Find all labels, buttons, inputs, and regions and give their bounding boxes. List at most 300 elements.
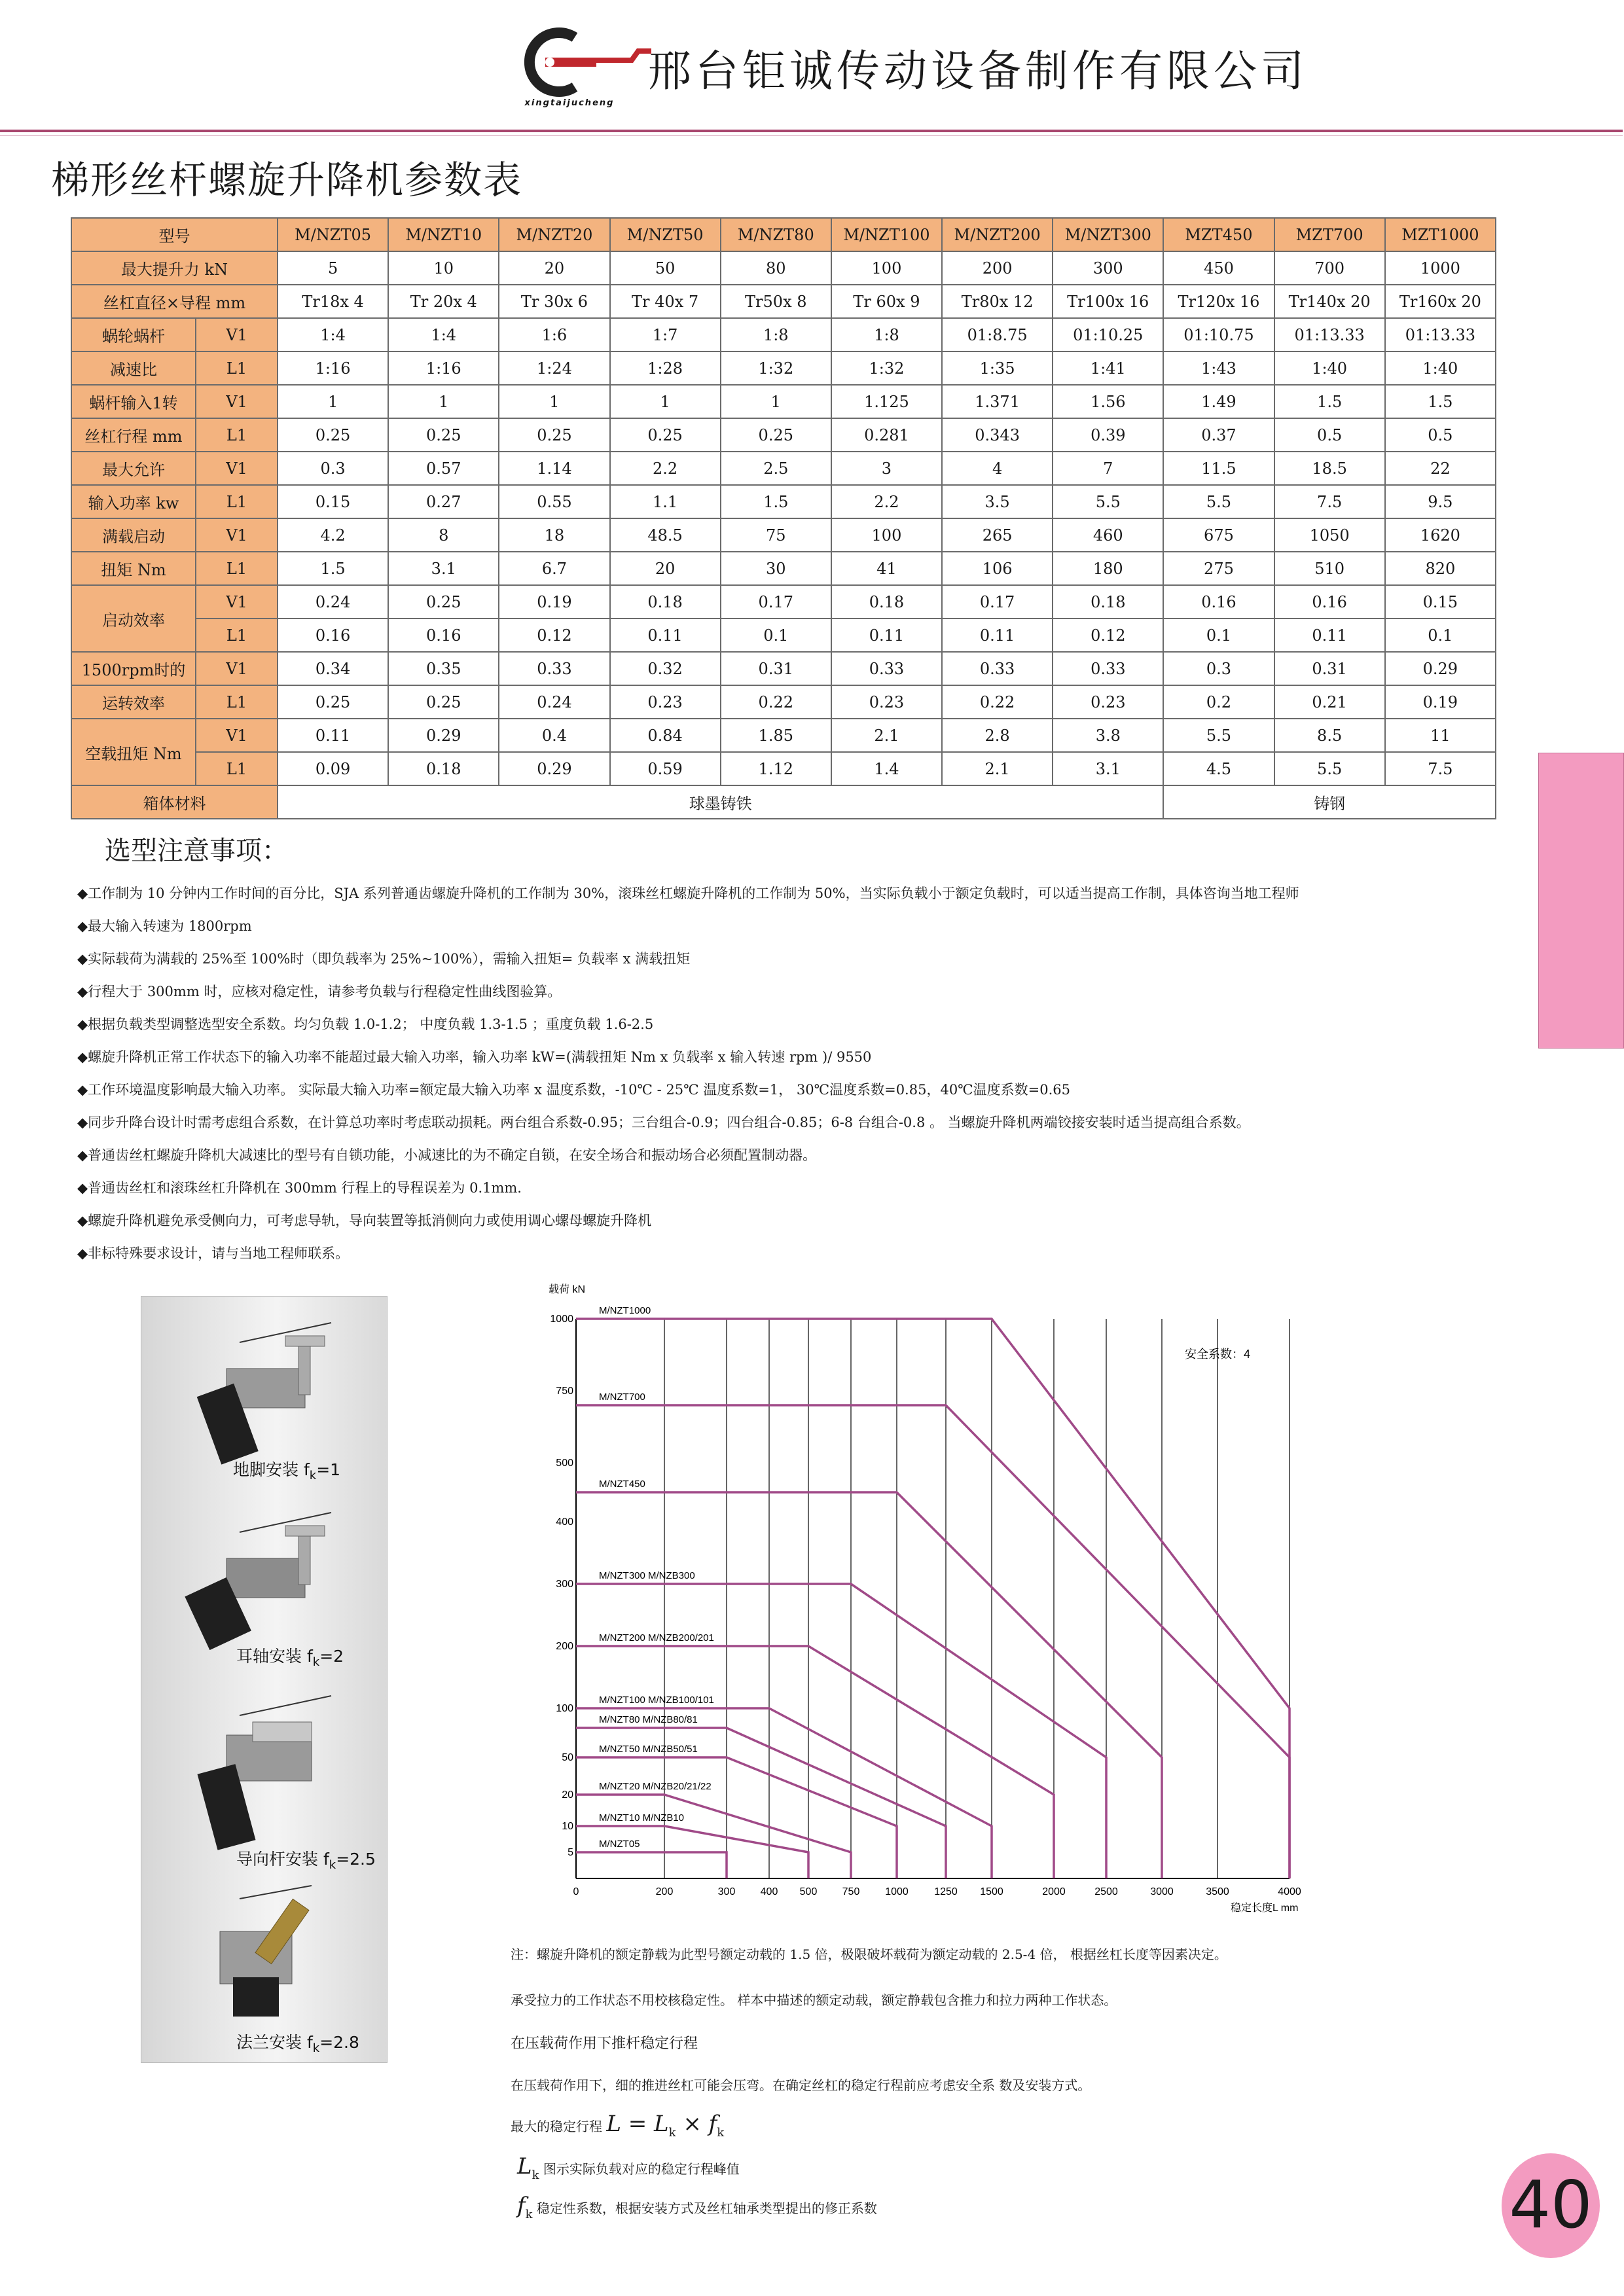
table-row <box>71 685 1496 719</box>
table-cell: 1:8 <box>721 318 831 351</box>
sub-label: L1 <box>196 418 278 452</box>
x-tick-label: 3000 <box>1150 1886 1174 1897</box>
table-cell: 1.49 <box>1163 385 1274 418</box>
chart-note-3: 在压载荷作用下推杆稳定行程 <box>511 2036 698 2052</box>
table-cell: 3.1 <box>1053 752 1163 785</box>
table-cell: Tr160x 20 <box>1385 285 1496 318</box>
table-cell: Tr120x 16 <box>1163 285 1274 318</box>
table-cell: 4.2 <box>278 518 388 552</box>
table-row <box>71 251 1496 285</box>
sub-label: V1 <box>196 318 278 351</box>
table-cell: 200 <box>942 251 1053 285</box>
series-label: M/NZT700 <box>599 1391 645 1403</box>
table-cell: 0.09 <box>278 752 388 785</box>
y-tick-label: 1000 <box>550 1314 573 1325</box>
table-row <box>71 351 1496 385</box>
table-cell: 0.1 <box>721 619 831 652</box>
table-row <box>71 418 1496 452</box>
series-label: M/NZT80 M/NZB80/81 <box>599 1714 698 1725</box>
table-cell: 0.29 <box>499 752 609 785</box>
table-cell: 0.25 <box>499 418 609 452</box>
table-cell: 0.3 <box>1163 652 1274 685</box>
table-cell: 1.125 <box>831 385 942 418</box>
table-cell: 0.24 <box>278 585 388 619</box>
table-cell: 0.23 <box>831 685 942 719</box>
table-row <box>71 318 1496 351</box>
table-cell: 1:16 <box>388 351 499 385</box>
sub-label: L1 <box>196 619 278 652</box>
x-tick-label: 4000 <box>1278 1886 1301 1897</box>
group-label: 扭矩 Nm <box>71 552 196 585</box>
table-cell: 22 <box>1385 452 1496 485</box>
table-cell: 0.25 <box>278 418 388 452</box>
table-cell: 0.2 <box>1163 685 1274 719</box>
series-label: M/NZT50 M/NZB50/51 <box>599 1744 698 1755</box>
sub-label: V1 <box>196 652 278 685</box>
table-cell: 1:41 <box>1053 351 1163 385</box>
material-cell: 铸钢 <box>1163 785 1496 819</box>
group-label: 丝杠行程 mm <box>71 418 196 452</box>
parameter-table <box>71 217 1496 819</box>
table-cell: 0.59 <box>610 752 721 785</box>
table-cell: 01:10.75 <box>1163 318 1274 351</box>
table-cell: 180 <box>1053 552 1163 585</box>
series-line <box>576 1795 851 1878</box>
chart-note-7: $f_k$ 稳定性系数，根据安装方式及丝杠轴承类型提出的修正系数 <box>517 2193 877 2221</box>
sub-label: V1 <box>196 719 278 752</box>
note-item: ◆非标特殊要求设计，请与当地工程师联系。 <box>77 1246 350 1261</box>
table-cell: 1.5 <box>1385 385 1496 418</box>
table-cell: 0.16 <box>388 619 499 652</box>
table-cell: 1.5 <box>1274 385 1385 418</box>
table-cell: 0.11 <box>610 619 721 652</box>
table-cell: 1:40 <box>1385 351 1496 385</box>
table-cell: 0.37 <box>1163 418 1274 452</box>
series-label: M/NZT20 M/NZB20/21/22 <box>599 1781 712 1792</box>
table-cell: 0.34 <box>278 652 388 685</box>
table-cell: 1:16 <box>278 351 388 385</box>
table-cell: 106 <box>942 552 1053 585</box>
model-header-cell: M/NZT200 <box>942 218 1053 251</box>
table-cell: 3.8 <box>1053 719 1163 752</box>
table-row <box>71 385 1496 418</box>
table-cell: 0.18 <box>388 752 499 785</box>
series-line <box>576 1584 1106 1878</box>
table-cell: 1:4 <box>278 318 388 351</box>
table-cell: Tr100x 16 <box>1053 285 1163 318</box>
table-cell: 1:6 <box>499 318 609 351</box>
table-cell: 0.16 <box>1274 585 1385 619</box>
table-cell: 80 <box>721 251 831 285</box>
chart-note-2: 承受拉力的工作状态不用校核稳定性。 样本中描述的额定动载，额定静载包含推力和拉力两种工作状态。 <box>511 1992 1117 2008</box>
table-cell: 0.343 <box>942 418 1053 452</box>
table-cell: 0.18 <box>1053 585 1163 619</box>
group-label: 减速比 <box>71 351 196 385</box>
table-cell: 0.22 <box>721 685 831 719</box>
company-logo <box>519 23 598 101</box>
table-cell: 0.33 <box>1053 652 1163 685</box>
series-label: M/NZT300 M/NZB300 <box>599 1570 695 1581</box>
x-tick-label: 500 <box>799 1886 818 1897</box>
table-row <box>71 552 1496 585</box>
model-header-cell: M/NZT10 <box>388 218 499 251</box>
series-label: M/NZT100 M/NZB100/101 <box>599 1695 714 1706</box>
note-item: ◆根据负载类型调整选型安全系数。均匀负载 1.0-1.2； 中度负载 1.3-1.5 ；重度负载 1.6-2.5 <box>77 1016 654 1032</box>
model-header-cell: M/NZT20 <box>499 218 609 251</box>
series-label: M/NZT200 M/NZB200/201 <box>599 1632 714 1643</box>
table-cell: 510 <box>1274 552 1385 585</box>
y-tick-label: 5 <box>568 1847 573 1858</box>
company-name: 邢台钜诚传动设备制作有限公司 <box>648 46 1308 96</box>
table-cell: 0.32 <box>610 652 721 685</box>
y-tick-label: 500 <box>556 1458 573 1469</box>
table-cell: 1000 <box>1385 251 1496 285</box>
model-header-cell: M/NZT80 <box>721 218 831 251</box>
table-cell: 01:13.33 <box>1274 318 1385 351</box>
table-cell: 0.29 <box>1385 652 1496 685</box>
group-label: 蜗轮蜗杆 <box>71 318 196 351</box>
table-cell: 8.5 <box>1274 719 1385 752</box>
note-item: ◆螺旋升降机避免承受侧向力，可考虑导轨，导向装置等抵消侧向力或使用调心螺母螺旋升降机 <box>77 1213 652 1229</box>
table-cell: 2.5 <box>721 452 831 485</box>
table-row <box>71 785 1496 819</box>
table-cell: 0.4 <box>499 719 609 752</box>
y-tick-label: 100 <box>556 1703 573 1714</box>
mount-label-trunnion: 耳轴安装 $f_k=2$ <box>236 1647 344 1669</box>
row-label: 丝杠直径×导程 mm <box>71 285 278 318</box>
header-divider <box>0 130 1623 132</box>
note-item: ◆螺旋升降机正常工作状态下的输入功率不能超过最大输入功率，输入功率 kW=(满载扭矩 Nm x 负载率 x 输入转速 rpm )/ 9550 <box>77 1049 872 1065</box>
table-cell: 0.25 <box>610 418 721 452</box>
x-tick-label: 0 <box>573 1886 579 1897</box>
table-cell: 1:8 <box>831 318 942 351</box>
row-label: 箱体材料 <box>71 785 278 819</box>
table-cell: Tr80x 12 <box>942 285 1053 318</box>
table-cell: 1:32 <box>721 351 831 385</box>
table-cell: 4 <box>942 452 1053 485</box>
series-line <box>576 1852 727 1878</box>
table-cell: 48.5 <box>610 518 721 552</box>
table-cell: 0.12 <box>1053 619 1163 652</box>
table-cell: Tr 20x 4 <box>388 285 499 318</box>
group-label: 空载扭矩 Nm <box>71 719 196 785</box>
table-cell: 0.12 <box>499 619 609 652</box>
model-header-cell: MZT1000 <box>1385 218 1496 251</box>
y-tick-label: 20 <box>562 1789 573 1801</box>
table-cell: 0.39 <box>1053 418 1163 452</box>
table-cell: 75 <box>721 518 831 552</box>
model-header-cell: M/NZT05 <box>278 218 388 251</box>
table-cell: 0.16 <box>278 619 388 652</box>
x-tick-label: 1250 <box>934 1886 958 1897</box>
x-tick-label: 400 <box>760 1886 778 1897</box>
sub-label: V1 <box>196 585 278 619</box>
table-cell: 675 <box>1163 518 1274 552</box>
table-cell: 20 <box>610 552 721 585</box>
table-cell: 1.12 <box>721 752 831 785</box>
table-cell: Tr140x 20 <box>1274 285 1385 318</box>
table-cell: 0.281 <box>831 418 942 452</box>
header-cell: 型号 <box>71 218 278 251</box>
group-label: 蜗杆输入1转 <box>71 385 196 418</box>
mount-label-foot: 地脚安装 $f_k=1$ <box>233 1460 341 1482</box>
table-row <box>71 452 1496 485</box>
side-tab <box>1538 753 1624 1049</box>
table-cell: 1:40 <box>1274 351 1385 385</box>
table-header-row <box>71 218 1496 251</box>
table-cell: 0.11 <box>942 619 1053 652</box>
table-row <box>71 285 1496 318</box>
table-cell: 11 <box>1385 719 1496 752</box>
table-cell: 1.5 <box>721 485 831 518</box>
series-label: M/NZT05 <box>599 1839 640 1850</box>
table-cell: 0.19 <box>1385 685 1496 719</box>
table-cell: 0.23 <box>610 685 721 719</box>
table-cell: 0.11 <box>831 619 942 652</box>
table-cell: 0.25 <box>721 418 831 452</box>
table-cell: 10 <box>388 251 499 285</box>
table-cell: 5 <box>278 251 388 285</box>
table-cell: 265 <box>942 518 1053 552</box>
table-cell: 1.56 <box>1053 385 1163 418</box>
x-axis-label: 稳定长度L mm <box>1231 1903 1299 1914</box>
table-cell: 460 <box>1053 518 1163 552</box>
mount-label-guide-rod: 导向杆安装 $f_k=2.5$ <box>236 1850 376 1872</box>
table-cell: 275 <box>1163 552 1274 585</box>
table-cell: 3.5 <box>942 485 1053 518</box>
table-cell: 0.22 <box>942 685 1053 719</box>
chart-labels <box>549 1283 1301 1914</box>
table-cell: 1.14 <box>499 452 609 485</box>
table-cell: 700 <box>1274 251 1385 285</box>
table-cell: 1.1 <box>610 485 721 518</box>
table-cell: Tr18x 4 <box>278 285 388 318</box>
table-cell: 0.5 <box>1385 418 1496 452</box>
table-cell: 20 <box>499 251 609 285</box>
table-cell: 0.55 <box>499 485 609 518</box>
table-cell: 0.57 <box>388 452 499 485</box>
table-cell: 1:32 <box>831 351 942 385</box>
sub-label: L1 <box>196 685 278 719</box>
table-cell: 0.24 <box>499 685 609 719</box>
table-cell: 1050 <box>1274 518 1385 552</box>
table-cell: 1 <box>721 385 831 418</box>
table-cell: 0.27 <box>388 485 499 518</box>
table-row <box>71 485 1496 518</box>
note-item: ◆同步升降台设计时需考虑组合系数，在计算总功率时考虑联动损耗。两台组合系数-0.95；三台组合-0.9；四台组合-0.85；6-8 台组合-0.8 。 当螺旋升降机两端铰接安装时适当提高组合系数。 <box>77 1115 1250 1130</box>
table-row <box>71 652 1496 685</box>
mounting-illustrations <box>141 1297 387 2062</box>
sub-label: L1 <box>196 485 278 518</box>
table-cell: 1 <box>278 385 388 418</box>
series-label: M/NZT10 M/NZB10 <box>599 1812 685 1823</box>
note-item: ◆工作环境温度影响最大输入功率。 实际最大输入功率=额定最大输入功率 x 温度系数，-10℃ - 25℃ 温度系数=1， 30℃温度系数=0.85，40℃温度系数=0.65 <box>77 1082 1071 1098</box>
mounting-photos-panel <box>141 1296 388 2063</box>
table-cell: 450 <box>1163 251 1274 285</box>
table-cell: 1:4 <box>388 318 499 351</box>
x-tick-label: 1000 <box>885 1886 909 1897</box>
sub-label: L1 <box>196 552 278 585</box>
table-cell: 0.21 <box>1274 685 1385 719</box>
x-tick-label: 1500 <box>980 1886 1003 1897</box>
table-cell: 2.1 <box>831 719 942 752</box>
note-item: ◆工作制为 10 分钟内工作时间的百分比，SJA 系列普通齿螺旋升降机的工作制为 30%，滚珠丝杠螺旋升降机的工作制为 50%，当实际负载小于额定负载时，可以适当提高工作制，具体咨询当地工程师 <box>77 886 1299 901</box>
sub-label: V1 <box>196 452 278 485</box>
y-tick-label: 750 <box>556 1386 573 1397</box>
group-label: 1500rpm时的 <box>71 652 196 685</box>
table-cell: 0.17 <box>721 585 831 619</box>
chart-annotation: 安全系数：4 <box>1185 1348 1251 1361</box>
group-label: 运转效率 <box>71 685 196 719</box>
table-cell: 100 <box>831 251 942 285</box>
table-cell: 01:8.75 <box>942 318 1053 351</box>
table-cell: 1620 <box>1385 518 1496 552</box>
model-header-cell: M/NZT300 <box>1053 218 1163 251</box>
y-axis-label: 载荷 kN <box>549 1284 586 1295</box>
x-tick-label: 300 <box>717 1886 736 1897</box>
table-cell: 100 <box>831 518 942 552</box>
stability-chart <box>504 1276 1316 1914</box>
table-cell: 0.25 <box>388 418 499 452</box>
table-cell: 3 <box>831 452 942 485</box>
table-cell: 300 <box>1053 251 1163 285</box>
table-cell: Tr 30x 6 <box>499 285 609 318</box>
table-cell: 0.23 <box>1053 685 1163 719</box>
table-cell: 7.5 <box>1385 752 1496 785</box>
chart-note-5: 最大的稳定行程 $L = L_k \times f_k$ <box>511 2111 725 2140</box>
sub-label: V1 <box>196 518 278 552</box>
table-cell: 1.371 <box>942 385 1053 418</box>
table-cell: 01:13.33 <box>1385 318 1496 351</box>
sub-label: L1 <box>196 351 278 385</box>
table-cell: 0.11 <box>1274 619 1385 652</box>
note-item: ◆普通齿丝杠螺旋升降机大减速比的型号有自锁功能，小减速比的为不确定自锁，在安全场合和振动场合必须配置制动器。 <box>77 1147 817 1163</box>
table-cell: 0.33 <box>831 652 942 685</box>
table-cell: 0.16 <box>1163 585 1274 619</box>
logo-red-bar <box>592 46 651 72</box>
table-cell: 5.5 <box>1274 752 1385 785</box>
table-cell: 41 <box>831 552 942 585</box>
series-label: M/NZT1000 <box>599 1305 651 1316</box>
table-cell: 7.5 <box>1274 485 1385 518</box>
table-cell: 0.1 <box>1163 619 1274 652</box>
table-cell: 0.1 <box>1385 619 1496 652</box>
table-cell: 3.1 <box>388 552 499 585</box>
mount-label-flange: 法兰安装 $f_k=2.8$ <box>236 2033 359 2055</box>
note-item: ◆普通齿丝杠和滚珠丝杠升降机在 300mm 行程上的导程误差为 0.1mm. <box>77 1180 522 1196</box>
notes-heading: 选型注意事项： <box>105 836 288 866</box>
page-number: 40 <box>1509 2166 1593 2243</box>
table-cell: 0.31 <box>1274 652 1385 685</box>
table-cell: 5.5 <box>1053 485 1163 518</box>
note-item: ◆实际载荷为满载的 25%至 100%时（即负载率为 25%~100%），需输入扭矩= 负载率 x 满载扭矩 <box>77 951 691 967</box>
table-cell: 1.5 <box>278 552 388 585</box>
table-cell: 1.85 <box>721 719 831 752</box>
table-cell: Tr 40x 7 <box>610 285 721 318</box>
table-cell: Tr 60x 9 <box>831 285 942 318</box>
table-cell: 1 <box>388 385 499 418</box>
model-header-cell: MZT450 <box>1163 218 1274 251</box>
table-cell: 1:24 <box>499 351 609 385</box>
series-label: M/NZT450 <box>599 1479 645 1490</box>
table-cell: 7 <box>1053 452 1163 485</box>
table-cell: 2.8 <box>942 719 1053 752</box>
table-cell: 0.19 <box>499 585 609 619</box>
x-tick-label: 3500 <box>1206 1886 1229 1897</box>
table-row <box>71 585 1496 619</box>
table-cell: 9.5 <box>1385 485 1496 518</box>
table-cell: 50 <box>610 251 721 285</box>
sub-label: L1 <box>196 752 278 785</box>
sub-label: V1 <box>196 385 278 418</box>
table-cell: 30 <box>721 552 831 585</box>
table-cell: 1 <box>610 385 721 418</box>
table-cell: 0.31 <box>721 652 831 685</box>
table-cell: 0.3 <box>278 452 388 485</box>
y-tick-label: 400 <box>556 1516 573 1528</box>
table-cell: 01:10.25 <box>1053 318 1163 351</box>
table-cell: Tr50x 8 <box>721 285 831 318</box>
table-row <box>71 518 1496 552</box>
table-cell: 0.25 <box>278 685 388 719</box>
y-tick-label: 200 <box>556 1641 573 1652</box>
table-cell: 820 <box>1385 552 1496 585</box>
y-tick-label: 50 <box>562 1752 573 1763</box>
table-cell: 1.4 <box>831 752 942 785</box>
table-cell: 0.11 <box>278 719 388 752</box>
material-cell: 球墨铸铁 <box>278 785 1163 819</box>
note-item: ◆最大输入转速为 1800rpm <box>77 918 252 934</box>
chart-note-4: 在压载荷作用下，细的推进丝杠可能会压弯。在确定丝杠的稳定行程前应考虑安全系 数及安装方式。 <box>511 2077 1091 2093</box>
logo-subtitle: xingtaijucheng <box>524 98 615 108</box>
group-label: 启动效率 <box>71 585 196 652</box>
table-row <box>71 752 1496 785</box>
table-cell: 1:7 <box>610 318 721 351</box>
notes-list <box>77 877 1517 1270</box>
group-label: 满载启动 <box>71 518 196 552</box>
model-header-cell: M/NZT50 <box>610 218 721 251</box>
table-cell: 0.18 <box>610 585 721 619</box>
group-label: 最大允许 <box>71 452 196 485</box>
note-item: ◆行程大于 300mm 时，应核对稳定性，请参考负载与行程稳定性曲线图验算。 <box>77 984 562 999</box>
group-label: 输入功率 kw <box>71 485 196 518</box>
x-tick-label: 2500 <box>1094 1886 1118 1897</box>
row-label: 最大提升力 kN <box>71 251 278 285</box>
y-tick-label: 300 <box>556 1579 573 1590</box>
chart-series <box>576 1319 1290 1878</box>
table-cell: 0.33 <box>942 652 1053 685</box>
table-cell: 6.7 <box>499 552 609 585</box>
x-tick-label: 750 <box>842 1886 860 1897</box>
table-cell: 11.5 <box>1163 452 1274 485</box>
table-cell: 0.15 <box>278 485 388 518</box>
chart-note-6: $L_k$ 图示实际负载对应的稳定行程峰值 <box>517 2153 740 2182</box>
table-cell: 5.5 <box>1163 485 1274 518</box>
table-cell: 1:43 <box>1163 351 1274 385</box>
table-row <box>71 619 1496 652</box>
table-cell: 4.5 <box>1163 752 1274 785</box>
table-cell: 0.18 <box>831 585 942 619</box>
table-cell: 1:35 <box>942 351 1053 385</box>
page-title: 梯形丝杆螺旋升降机参数表 <box>51 158 523 202</box>
table-cell: 0.25 <box>388 585 499 619</box>
table-cell: 2.2 <box>610 452 721 485</box>
table-cell: 18.5 <box>1274 452 1385 485</box>
table-cell: 5.5 <box>1163 719 1274 752</box>
model-header-cell: M/NZT100 <box>831 218 942 251</box>
table-cell: 0.5 <box>1274 418 1385 452</box>
table-cell: 8 <box>388 518 499 552</box>
